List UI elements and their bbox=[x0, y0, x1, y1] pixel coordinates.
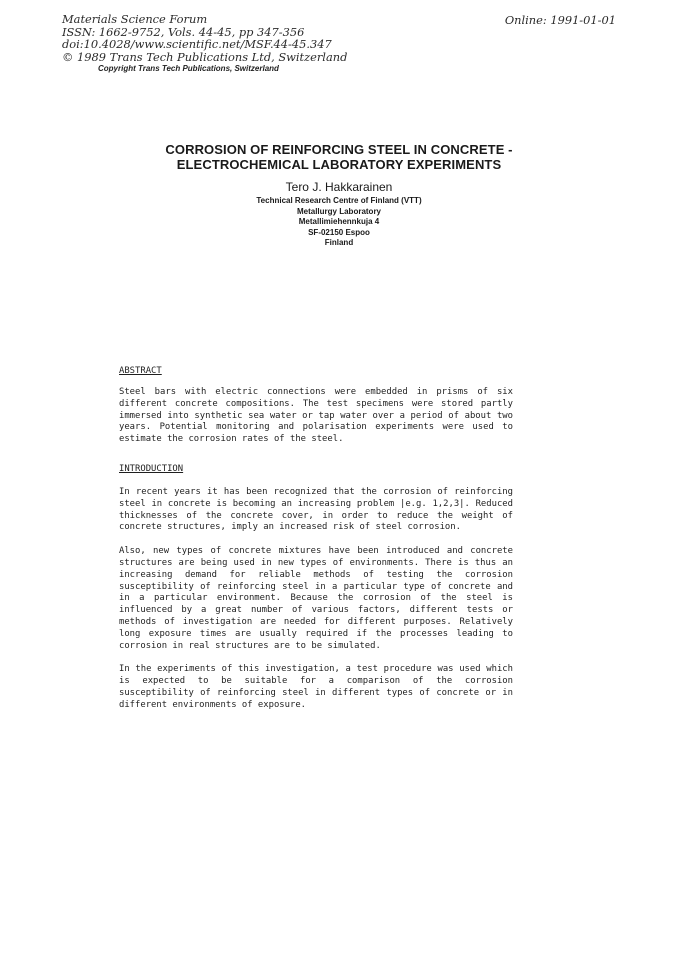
introduction-heading: INTRODUCTION bbox=[119, 464, 184, 474]
introduction-section bbox=[119, 487, 513, 712]
title-block bbox=[0, 142, 678, 249]
abstract-text: Steel bars with electric connections were embedded in prisms of six different concrete compositions. The test specimens were stored partly immersed into synthetic sea water or tap water over a period of about two years. Potential monitoring and polarisation experiments were used to estimate the corrosion rates of the steel. bbox=[119, 387, 513, 445]
citation-block bbox=[62, 13, 347, 63]
abstract-heading: ABSTRACT bbox=[119, 366, 162, 376]
copyright-notice: Copyright Trans Tech Publications, Switzerland bbox=[98, 64, 279, 73]
intro-paragraph: In recent years it has been recognized that the corrosion of reinforcing steel in concrete is becoming an increasing problem |e.g. 1,2,3|. Reduced thicknesses of the concrete cover, in order to reduce the weight of concrete structures, imply an increased risk of steel corrosion. bbox=[119, 487, 513, 533]
affiliation-country: Finland bbox=[324, 238, 354, 247]
affiliation bbox=[0, 196, 678, 249]
publisher-line: © 1989 Trans Tech Publications Ltd, Switzerland bbox=[62, 49, 348, 64]
affiliation-street: Metallimiehennkuja 4 bbox=[298, 217, 380, 226]
author-name: Tero J. Hakkarainen bbox=[285, 180, 393, 194]
affiliation-postcode: SF-02150 Espoo bbox=[308, 227, 370, 237]
title-line-2: ELECTROCHEMICAL LABORATORY EXPERIMENTS bbox=[176, 157, 502, 172]
journal-name: Materials Science Forum bbox=[62, 12, 208, 26]
doi-line: doi:10.4028/www.scientific.net/MSF.44-45.347 bbox=[62, 37, 332, 52]
online-date: Online: 1991-01-01 bbox=[504, 13, 616, 27]
paper-title bbox=[0, 142, 678, 172]
intro-paragraph: Also, new types of concrete mixtures have been introduced and concrete structures are being used in new types of environments. There is thus an increasing demand for reliable methods of testing the corrosion susceptibility of reinforcing steel in a particular type of concrete and in a particular environment. Because the corrosion of the steel is influenced by a great number of various factors, different tests or methods of investigation are needed for different purposes. Relatively long exposure times are usually required if the processes leading to corrosion in real structures are to be simulated. bbox=[119, 546, 513, 651]
affiliation-institute: Technical Research Centre of Finland (VTT) bbox=[256, 196, 422, 205]
intro-paragraph: In the experiments of this investigation, a test procedure was used which is expected to be suitable for a comparison of the corrosion susceptibility of reinforcing steel in different types of concrete or in different environments of exposure. bbox=[119, 664, 513, 710]
issn-line: ISSN: 1662-9752, Vols. 44-45, pp 347-356 bbox=[62, 24, 305, 39]
affiliation-lab: Metallurgy Laboratory bbox=[296, 206, 381, 216]
abstract-section bbox=[119, 387, 513, 446]
title-line-1: CORROSION OF REINFORCING STEEL IN CONCRETE - bbox=[165, 142, 513, 157]
